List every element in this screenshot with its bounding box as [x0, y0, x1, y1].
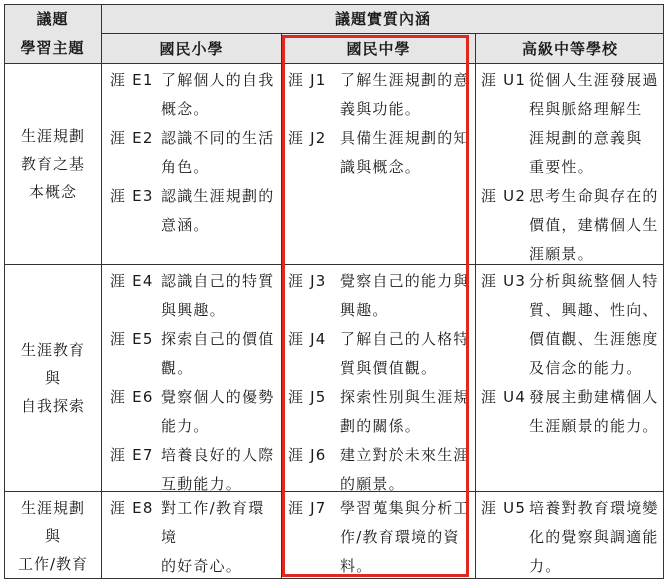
- objective-text-line: 涯願景。: [529, 245, 594, 263]
- divider-junior-senior: [475, 33, 476, 579]
- objective-code: 涯 U3: [481, 272, 527, 290]
- objective-text-line: 生涯願景的能力。: [529, 417, 659, 435]
- objective-text-line: 與興趣。: [161, 301, 226, 319]
- objective-code: 涯 J2: [288, 129, 327, 147]
- objective-code: 涯 E5: [110, 330, 154, 348]
- objective-text-line: 分析與統整個人特: [529, 272, 659, 290]
- objective-text-line: 價值，建構個人生: [529, 216, 659, 234]
- divider-header: [4, 63, 664, 64]
- learning-objective: [481, 182, 661, 269]
- objective-text-line: 具備生涯規劃的知: [340, 129, 470, 147]
- topic-line: 生涯教育: [20, 341, 85, 359]
- learning-objective: [110, 383, 278, 441]
- objective-text-line: 作/教育環境的資: [340, 528, 460, 546]
- topic-cell: [5, 64, 101, 264]
- learning-objective: [288, 66, 474, 124]
- objective-text-line: 質與價值觀。: [340, 359, 438, 377]
- objective-code: 涯 E8: [110, 499, 154, 517]
- objective-text-line: 角色。: [161, 158, 210, 176]
- col-senior-label: 高級中等學校: [521, 40, 618, 58]
- learning-objective: [110, 325, 278, 383]
- col-elementary-label: 國民小學: [159, 40, 224, 58]
- objective-text-line: 認識不同的生活: [161, 129, 275, 147]
- topic-line: 本概念: [28, 183, 77, 201]
- objective-code: 涯 E6: [110, 388, 154, 406]
- objective-text-line: 重要性。: [529, 158, 594, 176]
- objective-code: 涯 J3: [288, 272, 327, 290]
- objective-text-line: 對工作/教育環境: [161, 499, 265, 546]
- objective-code: 涯 J7: [288, 499, 327, 517]
- topic-line: 與: [44, 526, 61, 545]
- header-topic-line1: 議題: [36, 9, 69, 28]
- header-content-title: [102, 4, 664, 33]
- topic-cell: [5, 265, 101, 491]
- objective-text-line: 探索自己的價值: [161, 330, 275, 348]
- curriculum-table: [4, 4, 664, 579]
- objective-text-line: 價值觀、生涯態度: [529, 330, 659, 348]
- learning-objective: [110, 441, 278, 499]
- topic-line: 自我探索: [20, 397, 85, 415]
- objective-text-line: 學習蒐集與分析工: [340, 499, 470, 517]
- objective-text-line: 認識生涯規劃的: [161, 187, 275, 205]
- objective-code: 涯 U2: [481, 187, 527, 205]
- learning-objective: [110, 494, 278, 581]
- objective-text-line: 發展主動建構個人: [529, 388, 659, 406]
- objective-text-line: 力。: [529, 557, 562, 575]
- objective-code: 涯 J6: [288, 446, 327, 464]
- learning-objective: [288, 441, 474, 499]
- learning-objective: [481, 494, 661, 581]
- objective-code: 涯 E2: [110, 129, 154, 147]
- objective-text-line: 興趣。: [340, 301, 389, 319]
- learning-objective: [288, 325, 474, 383]
- objective-text-line: 建立對於未來生涯: [340, 446, 470, 464]
- objective-text-line: 劃的關係。: [340, 417, 422, 435]
- objective-text-line: 能力。: [161, 417, 210, 435]
- objective-code: 涯 U5: [481, 499, 527, 517]
- objective-text-line: 認識自己的特質: [161, 272, 275, 290]
- objective-text-line: 覺察自己的能力與: [340, 272, 470, 290]
- objective-text-line: 涯規劃的意義與: [529, 129, 643, 147]
- objective-text-line: 的願景。: [340, 475, 405, 493]
- objective-text-line: 培養對教育環境變: [529, 499, 659, 517]
- objective-text-line: 觀。: [161, 359, 194, 377]
- content-title-text: 議題實質內涵: [334, 10, 431, 28]
- learning-objective: [110, 66, 278, 124]
- objective-code: 涯 E4: [110, 272, 154, 290]
- objective-text-line: 了解生涯規劃的意: [340, 71, 470, 89]
- topic-line: 生涯規劃: [20, 127, 85, 145]
- header-col-junior: [282, 34, 475, 63]
- objective-text-line: 意涵。: [161, 216, 210, 234]
- objective-code: 涯 U4: [481, 388, 527, 406]
- topic-line: 工作/教育: [17, 554, 89, 573]
- objective-text-line: 覺察個人的優勢: [161, 388, 275, 406]
- header-col-senior: [476, 34, 664, 63]
- divider-topic: [101, 4, 102, 579]
- objective-text-line: 化的覺察與調適能: [529, 528, 659, 546]
- objective-text-line: 義與功能。: [340, 100, 422, 118]
- topic-cell: [5, 492, 101, 579]
- objective-text-line: 的好奇心。: [161, 557, 243, 575]
- learning-objective: [288, 124, 474, 182]
- objective-code: 涯 J5: [288, 388, 327, 406]
- divider-elem-junior: [281, 33, 282, 579]
- learning-objective: [288, 494, 474, 581]
- learning-objective: [110, 267, 278, 325]
- objective-text-line: 了解自己的人格特: [340, 330, 470, 348]
- learning-objective: [288, 267, 474, 325]
- learning-objective: [481, 66, 661, 182]
- learning-objective: [288, 383, 474, 441]
- objective-text-line: 互動能力。: [161, 475, 243, 493]
- objective-code: 涯 E7: [110, 446, 154, 464]
- objective-text-line: 識與概念。: [340, 158, 422, 176]
- learning-objective: [110, 124, 278, 182]
- header-col-elementary: [102, 34, 281, 63]
- objective-text-line: 料。: [340, 557, 373, 575]
- objective-text-line: 質、興趣、性向、: [529, 301, 659, 319]
- learning-objective: [481, 267, 661, 383]
- border-top: [4, 4, 664, 5]
- objective-code: 涯 E3: [110, 187, 154, 205]
- divider-header-sub: [101, 33, 664, 34]
- objective-code: 涯 J1: [288, 71, 327, 89]
- header-topic-cell: [4, 4, 101, 63]
- col-junior-label: 國民中學: [346, 40, 411, 58]
- header-topic-line2: 學習主題: [20, 38, 85, 57]
- objective-text-line: 從個人生涯發展過: [529, 71, 659, 89]
- objective-code: 涯 U1: [481, 71, 527, 89]
- border-right: [663, 4, 664, 579]
- topic-line: 與: [44, 369, 61, 387]
- learning-objective: [481, 383, 661, 441]
- objective-text-line: 探索性別與生涯規: [340, 388, 470, 406]
- objective-text-line: 思考生命與存在的: [529, 187, 659, 205]
- objective-text-line: 及信念的能力。: [529, 359, 643, 377]
- learning-objective: [110, 182, 278, 240]
- objective-text-line: 概念。: [161, 100, 210, 118]
- objective-text-line: 程與脈絡理解生: [529, 100, 643, 118]
- objective-code: 涯 J4: [288, 330, 327, 348]
- objective-text-line: 培養良好的人際: [161, 446, 275, 464]
- objective-text-line: 了解個人的自我: [161, 71, 275, 89]
- topic-line: 生涯規劃: [20, 498, 85, 517]
- objective-code: 涯 E1: [110, 71, 154, 89]
- topic-line: 教育之基: [20, 155, 85, 173]
